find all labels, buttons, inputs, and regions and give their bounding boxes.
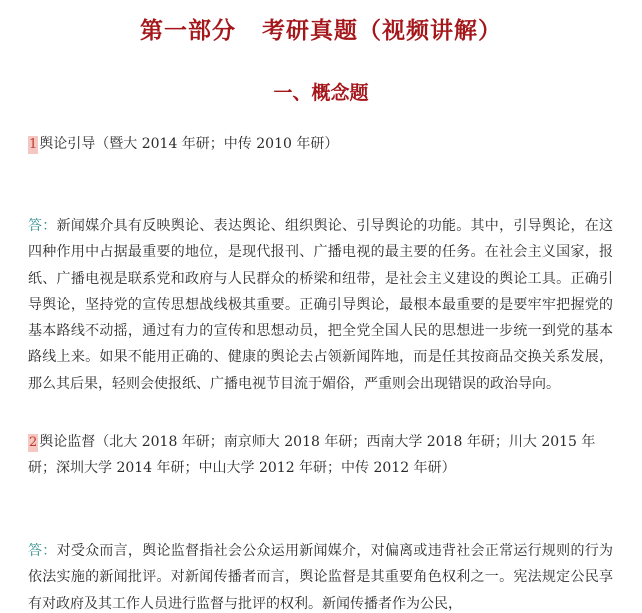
question-text: 舆论监督（北大 2018 年研；南京师大 2018 年研；西南大学 2018 年研；川大 2015 年研；深圳大学 2014 年研；中山大学 2012 年研；中传 2012 年研） (28, 434, 596, 476)
part-title-number: 第一部分 (140, 17, 236, 44)
question-number-badge: 1 (29, 137, 38, 152)
question-2 (28, 429, 613, 481)
answer-2 (28, 538, 613, 613)
question-number-badge: 2 (29, 435, 38, 450)
question-text: 舆论引导（暨大 2014 年研；中传 2010 年研） (39, 136, 339, 152)
section-title: 一、概念题 (273, 82, 369, 104)
part-title-text: 考研真题（视频讲解） (262, 17, 502, 44)
answer-1 (28, 213, 613, 397)
answer-text: 对受众而言，舆论监督指社会公众运用新闻媒介，对偏离或违背社会正常运行规则的行为依法实施的新闻批评。对新闻传播者而言，舆论监督是其重要角色权利之一。宪法规定公民享有对政府及其工作人员进行监督与批评的权利。新闻传播者作为公民， (28, 543, 614, 612)
answer-label: 答： (28, 543, 57, 559)
answer-label: 答： (28, 218, 57, 234)
question-1 (28, 131, 613, 157)
answer-text: 新闻媒介具有反映舆论、表达舆论、组织舆论、引导舆论的功能。其中，引导舆论，在这四种作用中占据最重要的地位，是现代报刊、广播电视的最主要的任务。在社会主义国家，报纸、广播电视是联系党和政府与人民群众的桥梁和纽带，是社会主义建设的舆论工具。正确引导舆论，坚持党的宣传思想战线极其重要。正确引导舆论，最根本最重要的是要牢牢把握党的基本路线不动摇，通过有力的宣传和思想动员，把全党全国人民的思想进一步统一到党的基本路线上来。如果不能用正确的、健康的舆论去占领新闻阵地，而是任其按商品交换关系发展，那么其后果，轻则会使报纸、广播电视节目流于媚俗，严重则会出现错误的政治导向。 (28, 218, 614, 392)
part-title (0, 12, 642, 45)
